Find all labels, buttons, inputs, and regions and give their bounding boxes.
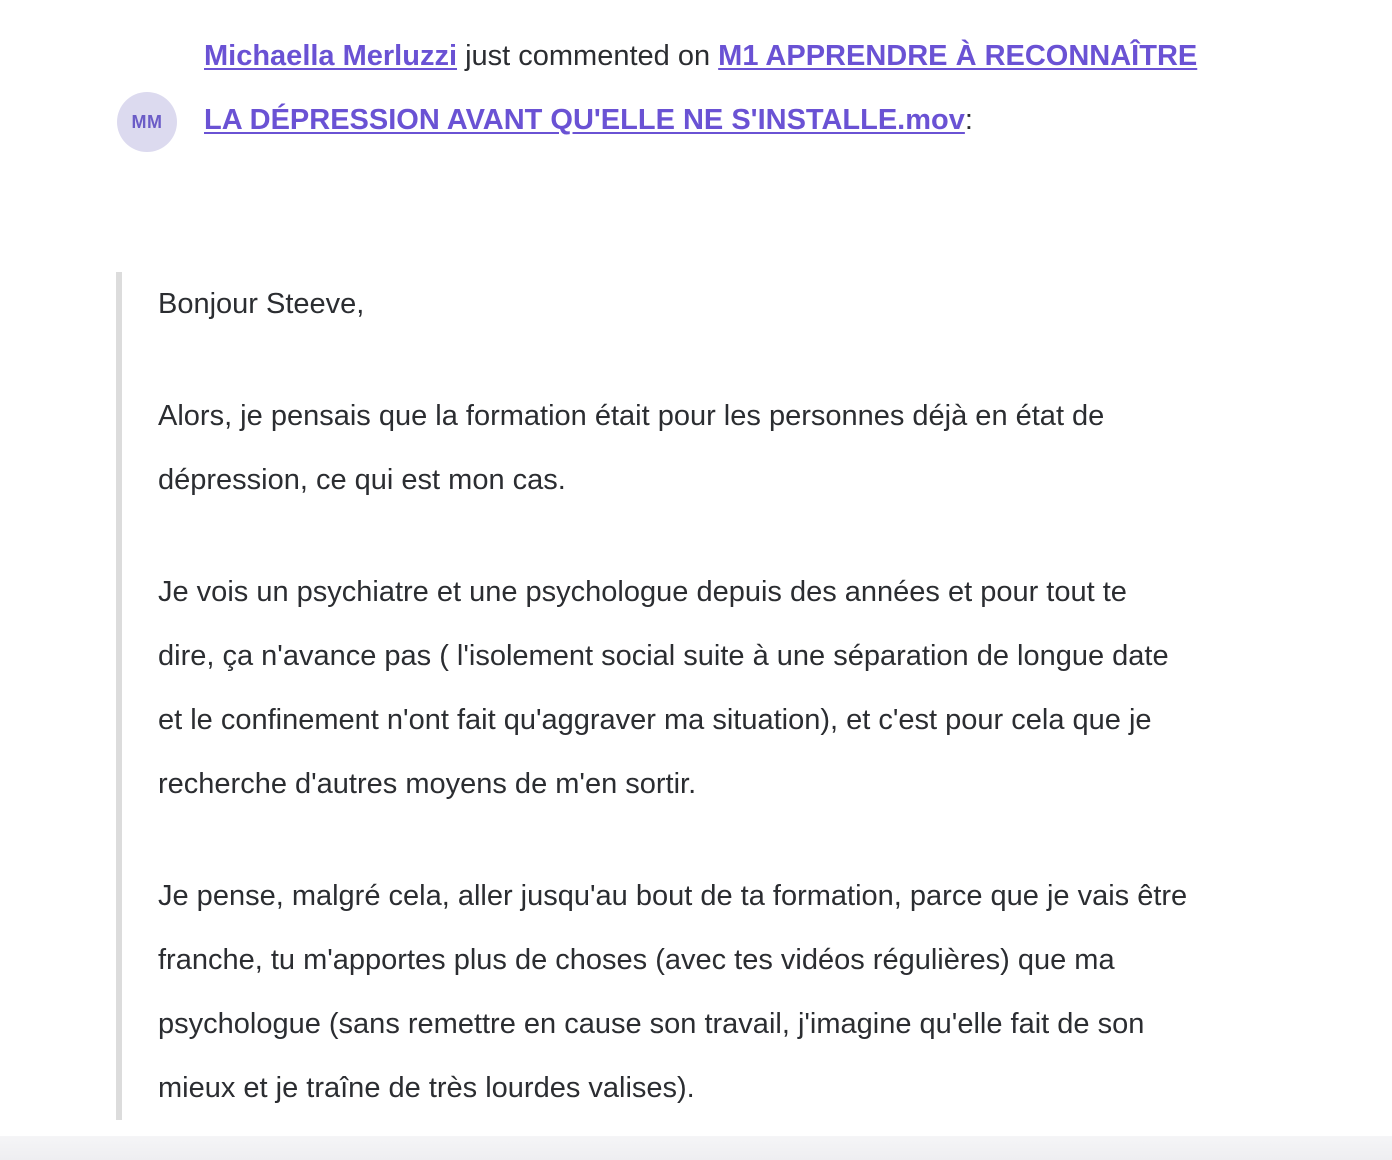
window-bottom-edge — [0, 1136, 1392, 1160]
avatar-initials: MM — [131, 111, 163, 132]
author-link[interactable]: Michaella Merluzzi — [204, 40, 458, 72]
comment-body — [158, 272, 1188, 1160]
avatar — [117, 92, 177, 152]
comment-header — [204, 24, 1204, 152]
comment-paragraph: Je vois un psychiatre et une psychologue depuis des années et pour tout te dire, ça n'avance pas ( l'isolement social suite à une séparation de longue date et le confinement n'ont fait qu'aggraver ma situation), et c'est pour cela que je recherche d'autres moyens de m'en sortir. — [158, 576, 1169, 800]
comment-paragraph: Bonjour Steeve, — [158, 288, 365, 320]
comment-paragraph: Alors, je pensais que la formation était pour les personnes déjà en état de dépression, ce qui est mon cas. — [158, 400, 1105, 496]
action-text: just commented on — [457, 40, 719, 72]
comment-paragraph: Je pense, malgré cela, aller jusqu'au bout de ta formation, parce que je vais être franche, tu m'apportes plus de choses (avec tes vidéos régulières) que ma psychologue (sans remettre en cause son travail, j'imagine qu'elle fait de son mieux et je traîne de très lourdes valises). — [158, 880, 1188, 1104]
header-colon: : — [964, 104, 973, 136]
comment-quote — [116, 272, 1188, 1120]
video-link[interactable]: M1 APPRENDRE À RECONNAÎTRE LA DÉPRESSION AVANT QU'ELLE NE S'INSTALLE.mov — [204, 40, 1198, 136]
